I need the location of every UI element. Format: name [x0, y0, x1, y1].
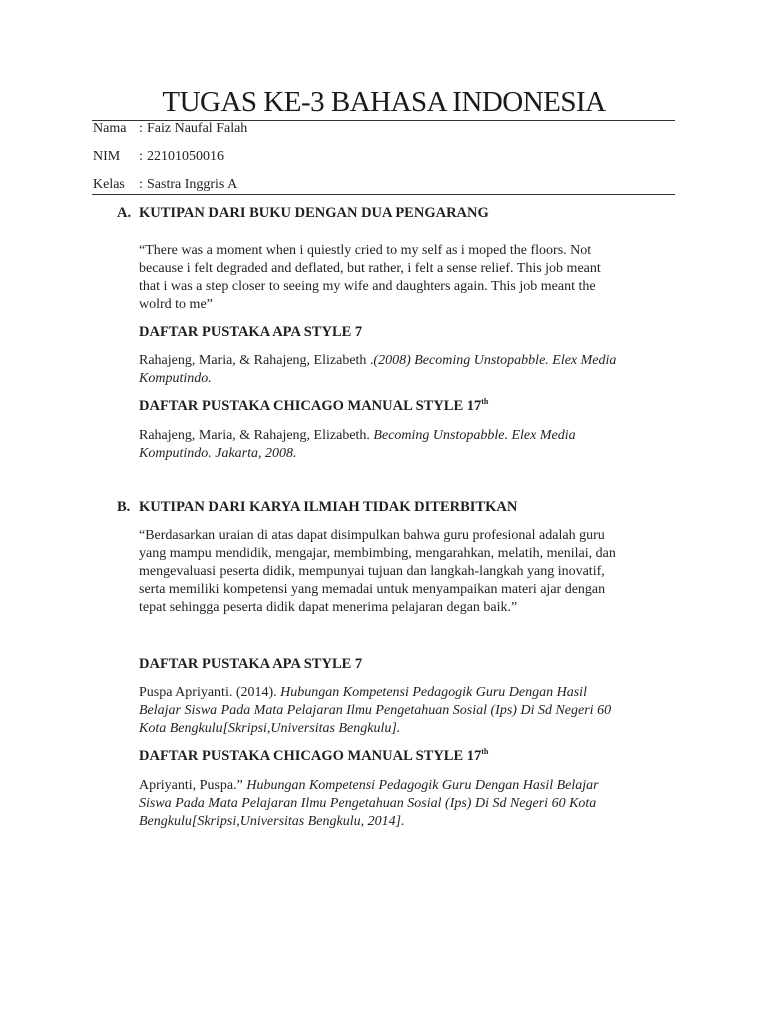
page-title: TUGAS KE-3 BAHASA INDONESIA: [162, 86, 606, 118]
info-separator: :: [139, 177, 143, 192]
section-a-quote: [139, 242, 679, 314]
quote-line: tepat sehingga peserta didik dapat menerima pelajaran degan baik.”: [139, 600, 518, 615]
reference-publisher: Bengkulu[Skripsi,Universitas Bengkulu, 2014].: [139, 814, 405, 829]
quote-line: wolrd to me”: [139, 297, 213, 312]
section-b-apa-reference: [139, 684, 679, 738]
reference-authors: Apriyanti, Puspa.”: [139, 778, 247, 793]
ordinal-superscript: th: [481, 747, 489, 757]
section-letter: A.: [117, 205, 132, 221]
section-title: KUTIPAN DARI BUKU DENGAN DUA PENGARANG: [139, 205, 489, 221]
chicago-heading-text: DAFTAR PUSTAKA CHICAGO MANUAL STYLE 17: [139, 398, 482, 414]
header-divider-bottom: [92, 194, 675, 195]
section-letter: B.: [117, 499, 131, 515]
info-row-name: [93, 121, 247, 137]
info-label: NIM: [93, 149, 121, 164]
info-label: Kelas: [93, 177, 125, 192]
section-b-apa-heading: DAFTAR PUSTAKA APA STYLE 7: [139, 656, 363, 672]
reference-authors: Rahajeng, Maria, & Rahajeng, Elizabeth .: [139, 353, 374, 368]
section-b-chicago-reference: [139, 777, 679, 831]
section-b-chicago-heading: [139, 748, 488, 765]
section-a-chicago-reference: [139, 427, 679, 463]
section-a-apa-reference: [139, 352, 679, 388]
info-value: 22101050016: [147, 149, 224, 164]
info-value: Faiz Naufal Falah: [147, 121, 248, 136]
reference-title-cont: Belajar Siswa Pada Mata Pelajaran Ilmu Pengetahuan Sosial (Ips) Di Sd Negeri 60: [139, 703, 612, 718]
quote-line: yang mampu mendidik, mengajar, membimbing, mengarahkan, melatih, menilai, dan: [139, 546, 616, 561]
info-separator: :: [139, 149, 143, 164]
chicago-heading-text: DAFTAR PUSTAKA CHICAGO MANUAL STYLE 17: [139, 748, 482, 764]
reference-authors: Puspa Apriyanti. (2014).: [139, 685, 281, 700]
section-b-heading: [117, 499, 517, 516]
info-row-class: [93, 177, 237, 193]
info-value: Sastra Inggris A: [147, 177, 238, 192]
section-a-heading: [117, 205, 489, 222]
reference-publisher: Komputindo.: [139, 371, 212, 386]
quote-line: serta memiliki kompetensi yang memadai untuk menyampaikan materi ajar dengan: [139, 582, 606, 597]
quote-line: that i was a step closer to seeing my wife and daughters again. This job meant the: [139, 279, 596, 294]
reference-title: Becoming Unstopabble. Elex Media: [373, 428, 576, 443]
quote-line: “There was a moment when i quiestly cried to my self as i moped the floors. Not: [139, 243, 592, 258]
reference-title: (2008) Becoming Unstopabble. Elex Media: [373, 353, 617, 368]
info-separator: :: [139, 121, 143, 136]
reference-publisher: Kota Bengkulu[Skripsi,Universitas Bengkulu].: [139, 721, 401, 736]
quote-line: mengevaluasi peserta didik, mempunyai tujuan dan langkah-langkah yang inovatif,: [139, 564, 605, 579]
quote-line: because i felt degraded and deflated, but rather, i felt a sense relief. This job meant: [139, 261, 601, 276]
info-row-nim: [93, 149, 224, 165]
reference-authors: Rahajeng, Maria, & Rahajeng, Elizabeth.: [139, 428, 374, 443]
section-b-quote: [139, 527, 679, 617]
quote-line: “Berdasarkan uraian di atas dapat disimpulkan bahwa guru profesional adalah guru: [139, 528, 605, 543]
reference-publisher: Komputindo. Jakarta, 2008.: [139, 446, 297, 461]
section-a-chicago-heading: [139, 398, 488, 415]
reference-title: Hubungan Kompetensi Pedagogik Guru Dengan Hasil: [280, 685, 587, 700]
ordinal-superscript: th: [481, 397, 489, 407]
info-label: Nama: [93, 121, 127, 136]
reference-title: Hubungan Kompetensi Pedagogik Guru Dengan Hasil Belajar: [246, 778, 599, 793]
section-a-apa-heading: DAFTAR PUSTAKA APA STYLE 7: [139, 324, 363, 340]
section-title: KUTIPAN DARI KARYA ILMIAH TIDAK DITERBITKAN: [139, 499, 518, 515]
reference-title-cont: Siswa Pada Mata Pelajaran Ilmu Pengetahuan Sosial (Ips) Di Sd Negeri 60 Kota: [139, 796, 597, 811]
